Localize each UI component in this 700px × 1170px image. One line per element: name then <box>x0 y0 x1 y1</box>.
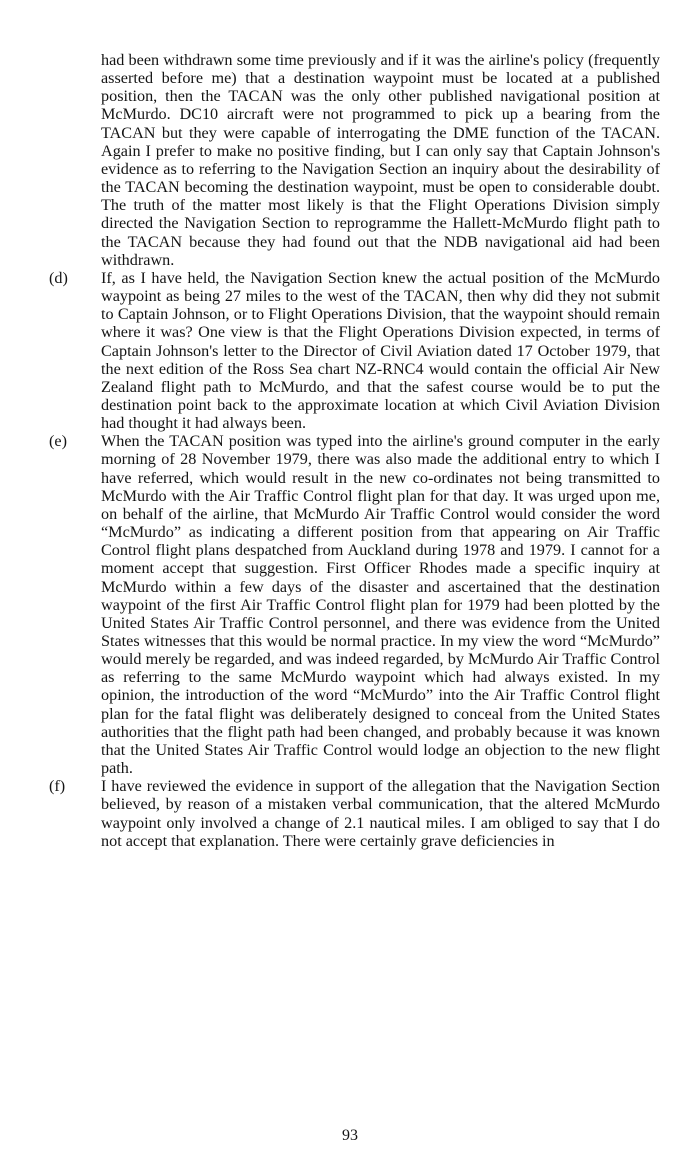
paragraph-e <box>49 432 660 778</box>
paragraph-f <box>49 777 660 850</box>
paragraph-text: I have reviewed the evidence in support of the allegation that the Navigation Section believed, by reason of a mistaken verbal communication, that the altered McMurdo waypoint only involved a change of 2.1 nautical miles. I am obliged to say that I do not accept that explanation. There were certainly grave deficiencies in <box>101 777 660 850</box>
paragraph-marker: (d) <box>49 268 68 287</box>
paragraph-marker: (f) <box>49 777 66 796</box>
paragraph-text: When the TACAN position was typed into the airline's ground computer in the early morning of 28 November 1979, there was also made the additional entry to which I have referred, which would result in the new co-ordinates not being transmitted to McMurdo with the Air Traffic Control flight plan for that day. It was urged upon me, on behalf of the airline, that McMurdo Air Traffic Control would consider the word “McMurdo” as indicating a different position from that appearing on Air Traffic Control flight plans despatched from Auckland during 1978 and 1979. I cannot for a moment accept that suggestion. First Officer Rhodes made a specific inquiry at McMurdo within a few days of the disaster and ascertained that the destination waypoint of the first Air Traffic Control flight plan for 1979 had been plotted by the United States Air Traffic Control personnel, and there was evidence from the United States witnesses that this would be normal practice. In my view the word “McMurdo” would merely be regarded, and was indeed regarded, by McMurdo Air Traffic Control as referring to the same McMurdo waypoint which had always existed. In my opinion, the introduction of the word “McMurdo” into the Air Traffic Control flight plan for the fatal flight was deliberately designed to conceal from the United States authorities that the flight path had been changed, and probably because it was known that the United States Air Traffic Control would lodge an objection to the new flight path. <box>101 432 660 778</box>
paragraph-text: had been withdrawn some time previously and if it was the airline's policy (frequently asserted before me) that a destination waypoint must be located at a published position, then the TACAN was the only other published navigational position at McMurdo. DC10 aircraft were not programmed to pick up a bearing from the TACAN but they were capable of interrogating the DME function of the TACAN. Again I prefer to make no positive finding, but I can only say that Captain Johnson's evidence as to referring to the Navigation Section an inquiry about the desirability of the TACAN becoming the destination waypoint, must be open to considerable doubt. The truth of the matter most likely is that the Flight Operations Division simply directed the Navigation Section to reprogramme the Hallett-McMurdo flight path to the TACAN because they had found out that the NDB navigational aid had been withdrawn. <box>101 51 660 269</box>
paragraph-marker: (e) <box>49 432 67 451</box>
body-text <box>49 51 660 850</box>
paragraph-d <box>49 268 660 433</box>
page-number: 93 <box>342 1127 358 1144</box>
paragraph-text: If, as I have held, the Navigation Section knew the actual position of the McMurdo waypoint as being 27 miles to the west of the TACAN, then why did they not submit to Captain Johnson, or to Flight Operations Division, that the waypoint should remain where it was? One view is that the Flight Operations Division expected, in terms of Captain Johnson's letter to the Director of Civil Aviation dated 17 October 1979, that the next edition of the Ross Sea chart NZ-RNC4 would contain the official Air New Zealand flight path to McMurdo, and that the safest course would be to put the destination point back to the approximate location at which Civil Aviation Division had thought it had always been. <box>101 268 660 433</box>
paragraph-continuation <box>54 51 660 269</box>
